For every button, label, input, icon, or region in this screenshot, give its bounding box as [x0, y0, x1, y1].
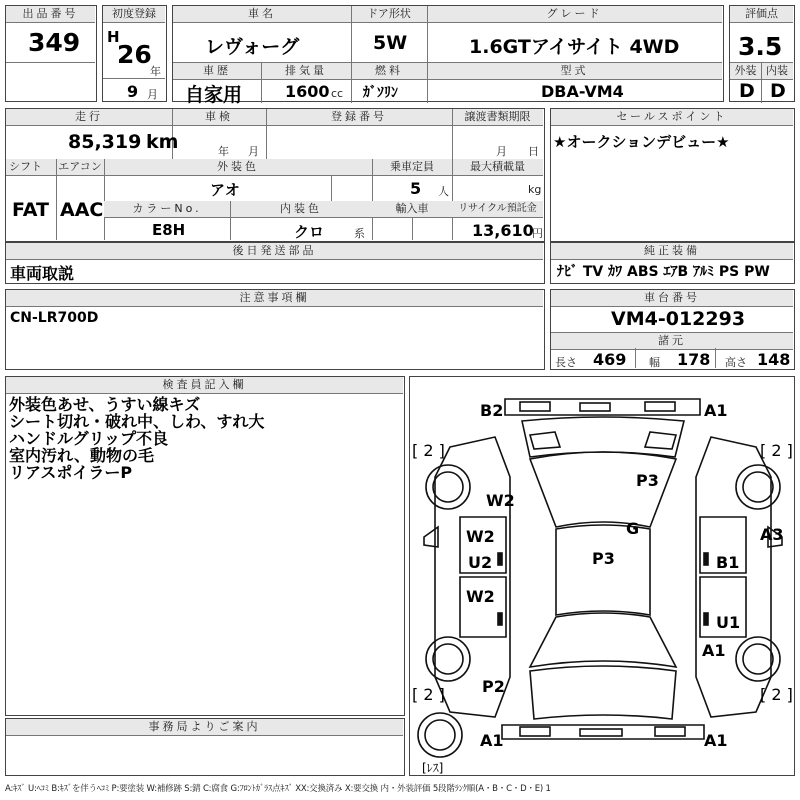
shift: FAT [12, 199, 49, 221]
sales-point-text: ★オークションデビュー★ [553, 133, 730, 151]
transfer-day-unit: 日 [528, 145, 539, 158]
displacement-unit: cc [331, 87, 344, 100]
score-box [729, 5, 795, 102]
history: 自家用 [185, 84, 243, 106]
color-no-label: カラーNo. [104, 201, 230, 218]
damage-mark: A1 [702, 641, 726, 660]
office-label: 事務局よりご案内 [6, 719, 403, 736]
damage-diagram [409, 376, 795, 776]
mileage: 85,319 [68, 131, 142, 153]
mileage-label: 走行 [6, 109, 172, 126]
tire-mark: [ 2 ] [760, 685, 793, 704]
inspector-lines [9, 396, 264, 481]
color-no: E8H [152, 221, 186, 239]
height: 148 [757, 350, 791, 369]
history-label: 車歴 [173, 63, 261, 80]
sales-point-label: セールスポイント [551, 109, 793, 126]
inspector-line: シート切れ・破れ中、しわ、すれ大 [9, 412, 265, 431]
recycle-label: リサイクル預託金 [452, 201, 543, 218]
inspector-line: ハンドルグリップ不良 [9, 429, 169, 448]
first-registration-month: 9 [127, 82, 139, 101]
int-grade-label: 内装 [761, 63, 793, 80]
damage-mark: U2 [468, 553, 493, 572]
first-registration-year: 26 [117, 40, 152, 69]
int-grade: D [770, 80, 786, 102]
model-code-label: 型式 [427, 63, 722, 80]
details-box [5, 108, 545, 242]
score-label: 評価点 [730, 6, 793, 23]
mileage-unit: km [146, 131, 179, 153]
inspector-line: リアスポイラーP [9, 463, 133, 482]
height-label: 高さ [725, 356, 747, 369]
chassis-box [550, 289, 795, 370]
lot-number-label: 出品番号 [6, 6, 95, 23]
chassis-label: 車台番号 [551, 290, 793, 307]
damage-mark: A1 [704, 731, 728, 750]
car-name-label: 車名 [173, 6, 351, 23]
tire-mark: [ 2 ] [412, 685, 445, 704]
notes-text: CN-LR700D [10, 310, 99, 326]
era-letter: H [107, 28, 120, 46]
inspector-line: 外装色あせ、うすい線キズ [9, 395, 201, 414]
ac: AAC [60, 199, 104, 221]
damage-mark: A1 [704, 401, 728, 420]
inspector-label: 検査員記入欄 [6, 377, 403, 394]
int-color-label: 内装色 [230, 201, 372, 218]
deferred-parts-text: 車両取説 [10, 264, 75, 283]
damage-mark: W2 [466, 587, 495, 606]
displacement-label: 排気量 [261, 63, 351, 80]
car-name: レヴォーグ [205, 36, 300, 58]
capacity: 5 [410, 179, 422, 198]
notes-label: 注意事項欄 [6, 290, 543, 307]
year-suffix: 年 [150, 65, 161, 78]
damage-mark: P2 [482, 677, 505, 696]
damage-mark: A3 [760, 525, 784, 544]
length-label: 長さ [555, 356, 577, 369]
max-load-label: 最大積載量 [452, 159, 543, 176]
max-load-unit: kg [528, 183, 542, 196]
grade: 1.6GTアイサイト 4WD [469, 36, 680, 58]
spec-label: 諸元 [551, 332, 793, 350]
legend: A:ｷｽﾞ U:ﾍｺﾐ B:ｷｽﾞを伴うﾍｺﾐ P:要塗装 W:補修跡 S:錆 C:腐食 G:ﾌﾛﾝﾄｶﾞﾗｽ点ｷｽﾞ XX:交換済み X:要交換 内・外装評価 5段階ﾗﾝｸ順(A・B・C・D・E) 1 [5, 784, 551, 794]
ext-grade: D [739, 80, 755, 102]
damage-mark: B1 [716, 553, 740, 572]
damage-mark: P3 [636, 471, 659, 490]
capacity-unit: 人 [438, 185, 449, 198]
inspection-year-unit: 年 [218, 145, 229, 158]
inspection-month-unit: 月 [248, 145, 259, 158]
equipment-items: ﾅﾋﾞ TV ｶﾜ ABS ｴｱB ｱﾙﾐ PS PW [557, 264, 770, 280]
reg-no-label: 登録番号 [266, 109, 452, 126]
chassis-number: VM4-012293 [611, 308, 746, 330]
fuel-label: 燃料 [351, 63, 427, 80]
ac-label: エアコン [56, 159, 104, 176]
door-type: 5W [373, 32, 408, 54]
month-suffix: 月 [147, 88, 158, 101]
score: 3.5 [738, 32, 783, 61]
int-color: クロ [294, 223, 325, 241]
capacity-label: 乗車定員 [372, 159, 452, 176]
width: 178 [677, 350, 711, 369]
recycle: 13,610 [472, 221, 534, 240]
transfer-label: 譲渡書類期限 [452, 109, 543, 126]
notes-box [5, 289, 545, 370]
tire-mark: [ 2 ] [412, 441, 445, 460]
transfer-month-unit: 月 [496, 145, 507, 158]
first-registration-label: 初度登録 [103, 6, 165, 23]
lot-number-box [5, 5, 97, 102]
displacement: 1600 [285, 82, 330, 101]
tire-mark: [ 2 ] [760, 441, 793, 460]
lot-number: 349 [28, 28, 81, 57]
ext-color-label: 外装色 [104, 159, 372, 176]
car-outline [410, 377, 795, 776]
deferred-parts-box [5, 242, 545, 284]
deferred-parts-label: 後日発送部品 [6, 243, 543, 260]
int-color-unit: 系 [354, 227, 365, 240]
equipment-box [550, 242, 795, 284]
shift-label: シフト [6, 159, 56, 176]
import-label: 輸入車 [372, 201, 452, 218]
spare-tire-mark: [ﾚｽ] [422, 761, 444, 775]
inspector-line: 室内汚れ、動物の毛 [9, 446, 154, 465]
inspection-label: 車検 [172, 109, 266, 126]
damage-mark: U1 [716, 613, 741, 632]
inspector-box [5, 376, 405, 716]
width-label: 幅 [649, 356, 660, 369]
damage-mark: A1 [480, 731, 504, 750]
damage-mark: P3 [592, 549, 615, 568]
damage-mark: G [626, 519, 640, 538]
equipment-label: 純正装備 [551, 243, 793, 260]
fuel: ｶﾞｿﾘﾝ [363, 85, 398, 101]
model-code: DBA-VM4 [541, 82, 624, 101]
damage-mark: W2 [486, 491, 515, 510]
ext-grade-label: 外装 [730, 63, 761, 80]
damage-mark: B2 [480, 401, 504, 420]
office-box [5, 718, 405, 776]
door-label: ドア形状 [351, 6, 427, 23]
car-info-box [172, 5, 724, 106]
length: 469 [593, 350, 627, 369]
first-registration-box [102, 5, 167, 102]
grade-label: グレード [427, 6, 722, 23]
sales-point-box [550, 108, 795, 242]
damage-mark: W2 [466, 527, 495, 546]
ext-color: アオ [210, 181, 240, 199]
recycle-unit: 円 [532, 227, 543, 240]
